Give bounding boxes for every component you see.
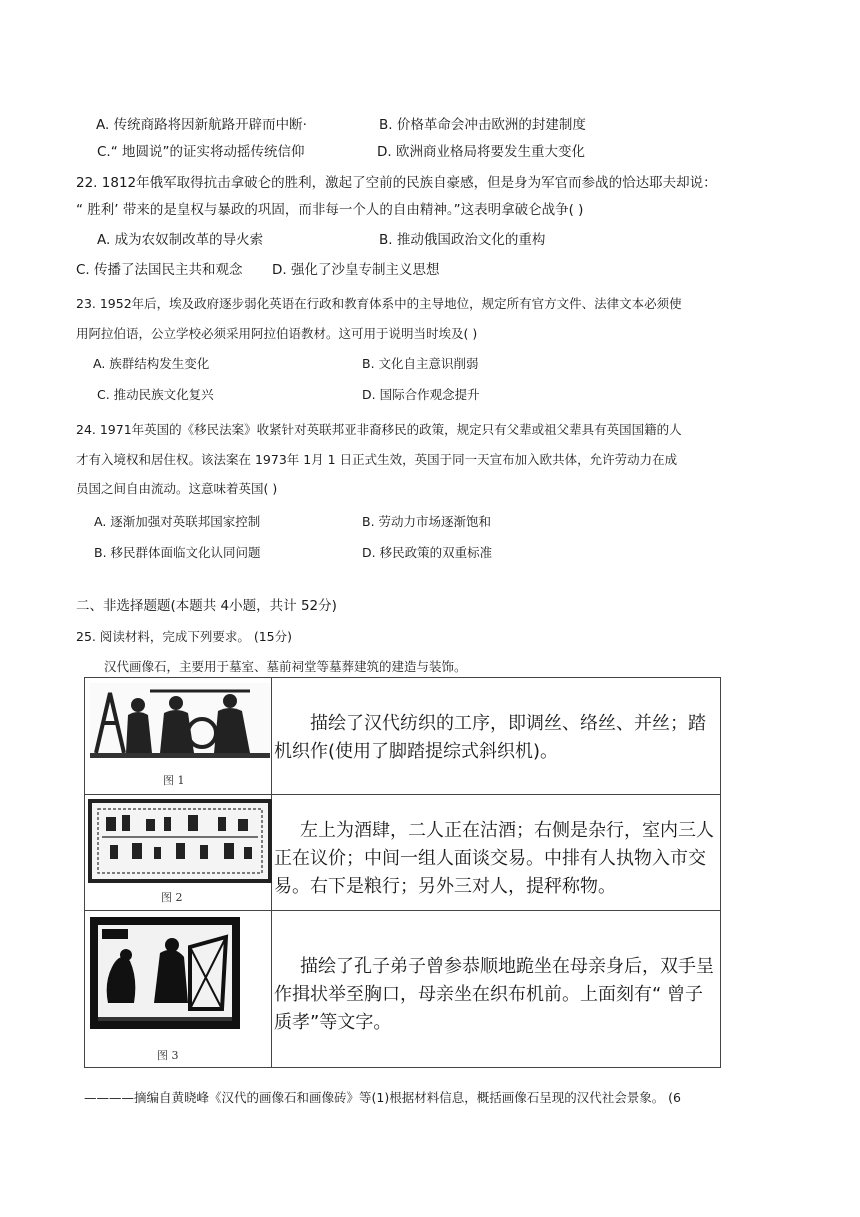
q22-stem-line1: 22. 1812年俄军取得抗击拿破仑的胜利，激起了空前的民族自豪感，但是身为军官而参战的恰达耶夫却说：: [76, 175, 717, 191]
q22-option-d: D. 强化了沙皇专制主义思想: [272, 262, 440, 278]
q23-option-d: D. 国际合作观念提升: [362, 387, 480, 402]
figure-1-caption: 图 1: [163, 774, 185, 787]
q24-stem-line2: 才有入境权和居住权。该法案在 1973年 1月 1 日正式生效，英国于同一天宣布加入欧共体，允许劳动力在成: [76, 452, 678, 467]
q25-intro: 汉代画像石，主要用于墓室、墓前祠堂等墓葬建筑的建造与装饰。: [104, 659, 467, 674]
figure-3-description: 描绘了孔子弟子曾参恭顺地跪坐在母亲身后，双手呈作揖状举至胸口，母亲坐在织布机前。上面刻有“ 曾子质孝”等文字。: [274, 956, 714, 1033]
q22-option-b: B. 推动俄国政治文化的重构: [379, 232, 546, 248]
figure-1-description: 描绘了汉代纺织的工序，即调丝、络丝、并丝；踏机织作(使用了脚踏提综式斜织机)。: [274, 713, 706, 762]
option-b: B. 价格革命会冲击欧洲的封建制度: [379, 117, 586, 133]
source-line: ————摘编自黄晓峰《汉代的画像石和画像砖》等(1)根据材料信息，概括画像石呈现的汉代社会景象。 (6: [84, 1090, 682, 1105]
q24-option-b: B. 劳动力市场逐渐饱和: [362, 514, 492, 529]
figure-2-image: [88, 799, 272, 883]
q22-option-a: A. 成为农奴制改革的导火索: [97, 232, 264, 248]
option-d: D. 欧洲商业格局将要发生重大变化: [377, 144, 585, 160]
q24-option-a: A. 逐渐加强对英联邦国家控制: [94, 514, 261, 529]
q24-option-c: B. 移民群体面临文化认同问题: [94, 545, 261, 560]
q23-stem-line1: 23. 1952年后，埃及政府逐步弱化英语在行政和教育体系中的主导地位，规定所有官方文件、法律文本必须使: [76, 296, 682, 311]
q23-option-a: A. 族群结构发生变化: [93, 356, 210, 371]
q23-stem-line2: 用阿拉伯语，公立学校必须采用阿拉伯语教材。这可用于说明当时埃及( ): [76, 326, 478, 341]
option-a: A. 传统商路将因新航路开辟而中断·: [96, 117, 307, 133]
q23-option-c: C. 推动民族文化复兴: [97, 387, 214, 402]
q22-stem-line2: “ 胜利’ 带来的是皇权与暴政的巩固，而非每一个人的自由精神。”这表明拿破仑战争( ): [76, 202, 584, 218]
q24-stem-line3: 员国之间自由流动。这意味着英国( ): [76, 481, 278, 496]
q22-option-c: C. 传播了法国民主共和观念: [76, 262, 243, 278]
section-title: 二、非选择题题(本题共 4小题，共计 52分): [76, 598, 337, 614]
figure-3-caption: 图 3: [157, 1049, 179, 1062]
figure-2-description: 左上为酒肆，二人正在沽酒；右侧是杂行，室内三人正在议价；中间一组人面谈交易。中排有人执物入市交易。右下是粮行；另外三对人，提秤称物。: [274, 820, 714, 897]
figure-3-image: [90, 917, 240, 1029]
option-c: C.“ 地圆说”的证实将动摇传统信仰: [97, 144, 305, 160]
q24-stem-line1: 24. 1971年英国的《移民法案》收紧针对英联邦亚非裔移民的政策，规定只有父辈或祖父辈具有英国国籍的人: [76, 422, 682, 437]
q23-option-b: B. 文化自主意识削弱: [362, 356, 479, 371]
q24-option-d: D. 移民政策的双重标准: [362, 545, 493, 560]
q25-stem: 25. 阅读材料，完成下列要求。 (15分): [76, 629, 292, 644]
figure-2-caption: 图 2: [161, 891, 183, 904]
figure-1-image: [90, 683, 270, 758]
